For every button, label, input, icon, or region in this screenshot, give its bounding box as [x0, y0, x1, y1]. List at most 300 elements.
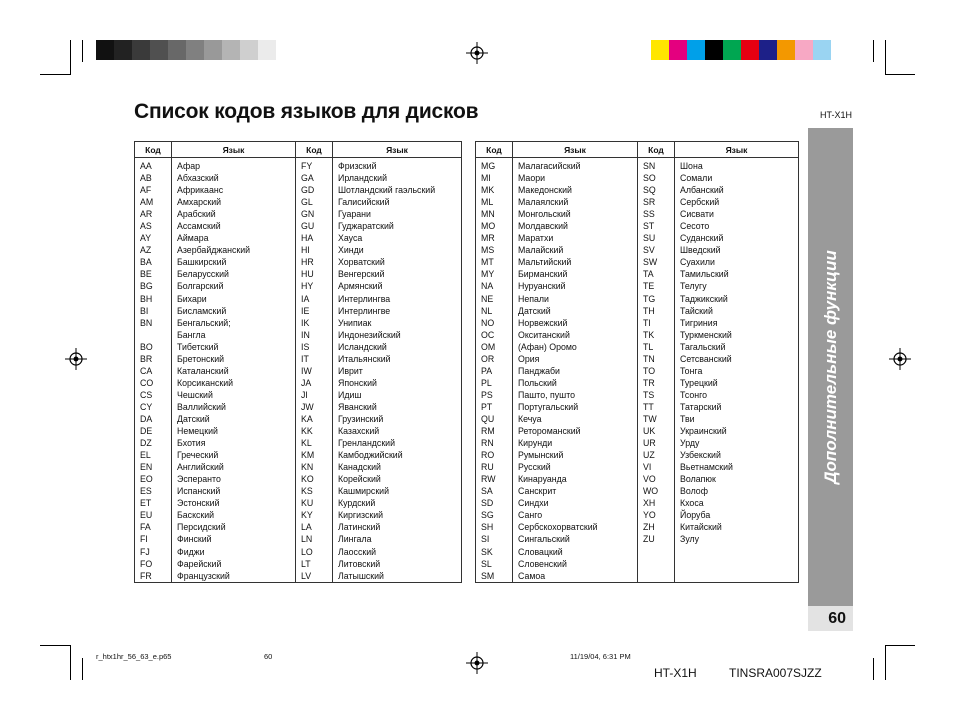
language-name: Канадский	[333, 461, 462, 473]
table-row	[476, 461, 799, 473]
language-name: Сомали	[675, 172, 799, 184]
language-name: Санскрит	[513, 485, 638, 497]
language-code: IW	[296, 365, 333, 377]
language-code: FJ	[135, 546, 172, 558]
language-code: ZH	[638, 521, 675, 533]
table-row	[476, 329, 799, 341]
language-code: CA	[135, 365, 172, 377]
language-name: Идиш	[333, 389, 462, 401]
language-name: Бангла	[172, 329, 296, 341]
table-row	[476, 425, 799, 437]
language-name: Ория	[513, 353, 638, 365]
language-name: Бенгальский;	[172, 317, 296, 329]
language-code: CY	[135, 401, 172, 413]
language-code: MG	[476, 158, 513, 173]
language-code: SO	[638, 172, 675, 184]
language-code: IA	[296, 293, 333, 305]
table-row	[476, 497, 799, 509]
language-code: UK	[638, 425, 675, 437]
language-code: BN	[135, 317, 172, 329]
color-swatch	[168, 40, 186, 60]
color-swatch-bar	[651, 40, 831, 60]
language-name: Ирландский	[333, 172, 462, 184]
language-name: Фиджи	[172, 546, 296, 558]
language-name: Сингальский	[513, 533, 638, 545]
language-name: Молдавский	[513, 220, 638, 232]
language-name: Эсперанто	[172, 473, 296, 485]
language-code: KA	[296, 413, 333, 425]
language-code: PT	[476, 401, 513, 413]
language-name: Суданский	[675, 232, 799, 244]
language-name: Финский	[172, 533, 296, 545]
language-name: Персидский	[172, 521, 296, 533]
language-name: Кечуа	[513, 413, 638, 425]
language-name: Тви	[675, 413, 799, 425]
header-language: Язык	[172, 142, 296, 158]
language-code: FR	[135, 570, 172, 583]
language-name: Малайский	[513, 244, 638, 256]
table-row	[135, 509, 462, 521]
language-name: Латинский	[333, 521, 462, 533]
language-code: KM	[296, 449, 333, 461]
table-row	[135, 208, 462, 220]
color-swatch	[186, 40, 204, 60]
language-name: Тагальский	[675, 341, 799, 353]
crop-mark	[70, 40, 71, 75]
crop-mark	[70, 645, 71, 680]
language-name: Тигриния	[675, 317, 799, 329]
language-name: Датский	[172, 413, 296, 425]
table-row	[135, 317, 462, 329]
language-name: Английский	[172, 461, 296, 473]
language-code: LV	[296, 570, 333, 583]
language-code: EL	[135, 449, 172, 461]
color-swatch	[150, 40, 168, 60]
header-code: Код	[638, 142, 675, 158]
registration-mark-icon	[65, 348, 87, 370]
language-code: TK	[638, 329, 675, 341]
language-code: NO	[476, 317, 513, 329]
language-code: TR	[638, 377, 675, 389]
language-code: CS	[135, 389, 172, 401]
table-row	[135, 485, 462, 497]
language-code: VI	[638, 461, 675, 473]
table-row	[135, 546, 462, 558]
language-code: ZU	[638, 533, 675, 545]
language-name: Зулу	[675, 533, 799, 545]
crop-mark	[82, 40, 83, 62]
language-code: BO	[135, 341, 172, 353]
crop-mark	[40, 645, 70, 646]
language-code: RM	[476, 425, 513, 437]
language-name: Бретонский	[172, 353, 296, 365]
language-code: BR	[135, 353, 172, 365]
color-swatch	[96, 40, 114, 60]
language-code: EU	[135, 509, 172, 521]
language-code: BA	[135, 256, 172, 268]
table-row	[135, 158, 462, 173]
table-row	[135, 413, 462, 425]
table-row	[135, 389, 462, 401]
table-row	[135, 461, 462, 473]
header-code: Код	[476, 142, 513, 158]
language-name: Санго	[513, 509, 638, 521]
language-code: HA	[296, 232, 333, 244]
language-code: NL	[476, 305, 513, 317]
color-swatch	[222, 40, 240, 60]
language-name: Бихари	[172, 293, 296, 305]
registration-mark-icon	[466, 42, 488, 64]
language-code: PL	[476, 377, 513, 389]
language-name: Валлийский	[172, 401, 296, 413]
table-row	[135, 256, 462, 268]
language-name: Афар	[172, 158, 296, 173]
language-code: OM	[476, 341, 513, 353]
header-language: Язык	[675, 142, 799, 158]
language-code: AZ	[135, 244, 172, 256]
language-code: GD	[296, 184, 333, 196]
table-row	[135, 521, 462, 533]
language-code: BE	[135, 268, 172, 280]
color-swatch	[777, 40, 795, 60]
table-row	[476, 244, 799, 256]
language-name: Нуруанский	[513, 280, 638, 292]
language-name: Каталанский	[172, 365, 296, 377]
language-code: PA	[476, 365, 513, 377]
language-code: AM	[135, 196, 172, 208]
language-code: RN	[476, 437, 513, 449]
language-code: TA	[638, 268, 675, 280]
table-row	[135, 558, 462, 570]
language-code: CO	[135, 377, 172, 389]
language-name: Хинди	[333, 244, 462, 256]
language-code: TW	[638, 413, 675, 425]
language-name: Телугу	[675, 280, 799, 292]
language-code: TO	[638, 365, 675, 377]
language-code: LN	[296, 533, 333, 545]
crop-mark	[82, 658, 83, 680]
language-name: Лаосский	[333, 546, 462, 558]
language-code: TH	[638, 305, 675, 317]
table-row	[135, 353, 462, 365]
crop-mark	[885, 74, 915, 75]
language-name: Лингала	[333, 533, 462, 545]
language-name: Словенский	[513, 558, 638, 570]
language-code: FY	[296, 158, 333, 173]
language-name: Немецкий	[172, 425, 296, 437]
language-name: Хауса	[333, 232, 462, 244]
language-code: LA	[296, 521, 333, 533]
table-row	[476, 389, 799, 401]
language-code: SS	[638, 208, 675, 220]
language-code: IT	[296, 353, 333, 365]
language-name: Маори	[513, 172, 638, 184]
header-code: Код	[135, 142, 172, 158]
table-row	[476, 353, 799, 365]
language-code: AS	[135, 220, 172, 232]
language-name: Кашмирский	[333, 485, 462, 497]
language-code: TI	[638, 317, 675, 329]
language-name: Датский	[513, 305, 638, 317]
language-code: IS	[296, 341, 333, 353]
language-name: Малагасийский	[513, 158, 638, 173]
language-name: Сетсванский	[675, 353, 799, 365]
table-row	[476, 208, 799, 220]
language-name: Азербайджанский	[172, 244, 296, 256]
color-swatch	[741, 40, 759, 60]
language-name: Сисвати	[675, 208, 799, 220]
table-row	[135, 449, 462, 461]
language-code: SR	[638, 196, 675, 208]
language-name: (Афан) Оромо	[513, 341, 638, 353]
color-swatch	[759, 40, 777, 60]
table-row	[135, 220, 462, 232]
language-code: MI	[476, 172, 513, 184]
language-code: FO	[135, 558, 172, 570]
language-name: Бисламский	[172, 305, 296, 317]
language-code: MN	[476, 208, 513, 220]
language-name: Бхотия	[172, 437, 296, 449]
language-name: Шведский	[675, 244, 799, 256]
language-code: FI	[135, 533, 172, 545]
language-name: Тайский	[675, 305, 799, 317]
language-code-table-left	[134, 141, 462, 583]
language-code: AB	[135, 172, 172, 184]
language-name: Тонга	[675, 365, 799, 377]
language-name: Камбоджийский	[333, 449, 462, 461]
language-code: PS	[476, 389, 513, 401]
language-code: HU	[296, 268, 333, 280]
language-code: BH	[135, 293, 172, 305]
language-code: QU	[476, 413, 513, 425]
language-code-table-right	[475, 141, 799, 583]
header-language: Язык	[513, 142, 638, 158]
table-row	[476, 158, 799, 173]
language-name: Африкаанс	[172, 184, 296, 196]
language-name: Кхоса	[675, 497, 799, 509]
language-code: KK	[296, 425, 333, 437]
language-code: RU	[476, 461, 513, 473]
crop-mark	[40, 74, 70, 75]
language-code: LO	[296, 546, 333, 558]
table-row	[135, 184, 462, 196]
crop-mark	[885, 645, 915, 646]
language-name: Македонский	[513, 184, 638, 196]
language-code: GU	[296, 220, 333, 232]
language-name: Литовский	[333, 558, 462, 570]
language-code: MT	[476, 256, 513, 268]
language-code: TE	[638, 280, 675, 292]
language-code: TG	[638, 293, 675, 305]
language-code: RW	[476, 473, 513, 485]
language-code: ES	[135, 485, 172, 497]
language-code: FA	[135, 521, 172, 533]
table-row	[476, 256, 799, 268]
language-name: Тибетский	[172, 341, 296, 353]
table-row	[476, 449, 799, 461]
table-row	[135, 497, 462, 509]
language-name: Яванский	[333, 401, 462, 413]
table-row	[135, 268, 462, 280]
language-code: GA	[296, 172, 333, 184]
language-code	[638, 570, 675, 583]
table-row	[135, 305, 462, 317]
footer-model: HT-X1H	[654, 666, 697, 680]
language-code: SU	[638, 232, 675, 244]
table-row	[135, 533, 462, 545]
table-row	[476, 268, 799, 280]
language-code: UZ	[638, 449, 675, 461]
footer-product-code: TINSRA007SJZZ	[729, 666, 822, 680]
language-name: Окситанский	[513, 329, 638, 341]
language-code: HI	[296, 244, 333, 256]
language-name: Грузинский	[333, 413, 462, 425]
table-row	[476, 220, 799, 232]
crop-mark	[873, 40, 874, 62]
language-name: Баскский	[172, 509, 296, 521]
language-name: Фарейский	[172, 558, 296, 570]
color-swatch	[114, 40, 132, 60]
table-row	[476, 558, 799, 570]
language-name: Волапюк	[675, 473, 799, 485]
table-row	[135, 196, 462, 208]
language-code: DA	[135, 413, 172, 425]
language-name: Беларусский	[172, 268, 296, 280]
language-name	[675, 546, 799, 558]
language-name: Мальтийский	[513, 256, 638, 268]
table-row	[476, 509, 799, 521]
language-name: Абхазский	[172, 172, 296, 184]
table-row	[476, 317, 799, 329]
language-name: Интерлингве	[333, 305, 462, 317]
language-code: WO	[638, 485, 675, 497]
language-name: Итальянский	[333, 353, 462, 365]
table-row	[135, 232, 462, 244]
language-code: NE	[476, 293, 513, 305]
language-code: ML	[476, 196, 513, 208]
language-code: HY	[296, 280, 333, 292]
language-name: Исландский	[333, 341, 462, 353]
language-name: Греческий	[172, 449, 296, 461]
table-row	[135, 365, 462, 377]
language-code: SL	[476, 558, 513, 570]
language-code: AF	[135, 184, 172, 196]
language-name	[675, 570, 799, 583]
color-swatch	[132, 40, 150, 60]
language-code: SK	[476, 546, 513, 558]
language-name: Тсонго	[675, 389, 799, 401]
model-label: HT-X1H	[820, 110, 853, 120]
language-name: Индонезийский	[333, 329, 462, 341]
language-code	[638, 558, 675, 570]
language-code: KL	[296, 437, 333, 449]
language-code: AA	[135, 158, 172, 173]
table-row	[476, 365, 799, 377]
language-name: Румынский	[513, 449, 638, 461]
language-code: SN	[638, 158, 675, 173]
language-code: KN	[296, 461, 333, 473]
language-name: Турецкий	[675, 377, 799, 389]
language-name: Кинаруанда	[513, 473, 638, 485]
language-name: Гренландский	[333, 437, 462, 449]
table-row	[135, 570, 462, 583]
language-code: GN	[296, 208, 333, 220]
language-code: IN	[296, 329, 333, 341]
language-code: MO	[476, 220, 513, 232]
language-name: Польский	[513, 377, 638, 389]
language-name: Китайский	[675, 521, 799, 533]
footer-datetime: 11/19/04, 6:31 PM	[570, 652, 631, 661]
language-code: HR	[296, 256, 333, 268]
language-name: Унипиак	[333, 317, 462, 329]
header-language: Язык	[333, 142, 462, 158]
language-name: Сесото	[675, 220, 799, 232]
side-tab-label: Дополнительные функции	[820, 250, 840, 484]
language-code: TN	[638, 353, 675, 365]
language-code: LT	[296, 558, 333, 570]
color-swatch	[204, 40, 222, 60]
language-code: TS	[638, 389, 675, 401]
language-code: MR	[476, 232, 513, 244]
language-code: BG	[135, 280, 172, 292]
crop-mark	[873, 658, 874, 680]
color-swatch	[795, 40, 813, 60]
page-number: 60	[828, 610, 846, 627]
language-code: JI	[296, 389, 333, 401]
language-code: GL	[296, 196, 333, 208]
language-code: KO	[296, 473, 333, 485]
table-row	[476, 473, 799, 485]
table-row	[476, 401, 799, 413]
crop-mark	[885, 645, 886, 680]
language-code: KS	[296, 485, 333, 497]
language-name: Курдский	[333, 497, 462, 509]
table-row	[476, 184, 799, 196]
language-code: MS	[476, 244, 513, 256]
language-name: Латышский	[333, 570, 462, 583]
language-name: Шотландский гаэльский	[333, 184, 462, 196]
language-name	[675, 558, 799, 570]
language-code: EO	[135, 473, 172, 485]
table-row	[476, 293, 799, 305]
language-name: Казахский	[333, 425, 462, 437]
language-name: Сербскохорватский	[513, 521, 638, 533]
footer-file-name: r_htx1hr_56_63_e.p65	[96, 652, 172, 661]
language-name: Вьетнамский	[675, 461, 799, 473]
language-code: SW	[638, 256, 675, 268]
language-code: UR	[638, 437, 675, 449]
language-name: Галисийский	[333, 196, 462, 208]
table-row	[135, 425, 462, 437]
table-row	[476, 341, 799, 353]
registration-mark-icon	[889, 348, 911, 370]
color-swatch	[669, 40, 687, 60]
language-name: Русский	[513, 461, 638, 473]
language-name: Корсиканский	[172, 377, 296, 389]
language-name: Норвежский	[513, 317, 638, 329]
language-name: Арабский	[172, 208, 296, 220]
language-name: Башкирский	[172, 256, 296, 268]
language-code: NA	[476, 280, 513, 292]
table-row	[135, 377, 462, 389]
language-code: XH	[638, 497, 675, 509]
language-code: IK	[296, 317, 333, 329]
table-row	[135, 341, 462, 353]
language-name: Панджаби	[513, 365, 638, 377]
language-code: DE	[135, 425, 172, 437]
language-code: TT	[638, 401, 675, 413]
language-code	[638, 546, 675, 558]
